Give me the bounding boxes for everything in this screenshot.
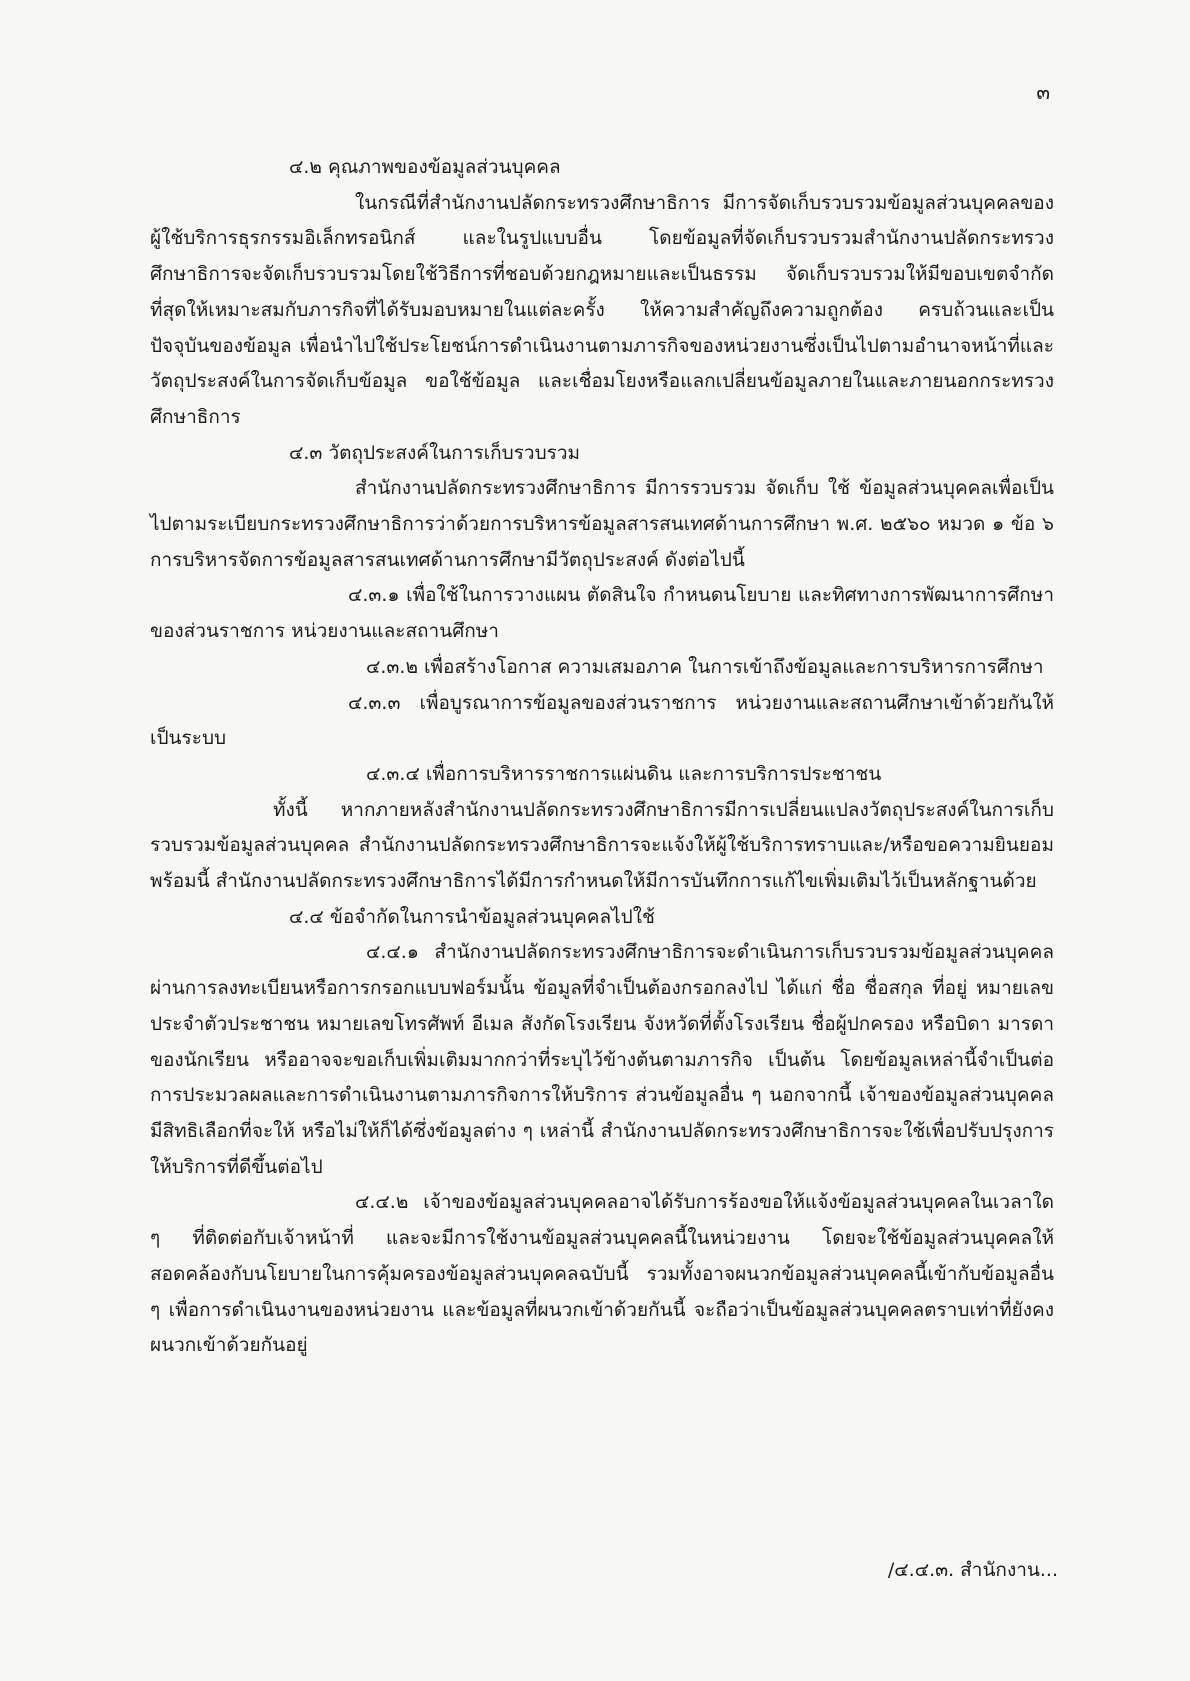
paragraph-4-3-note: ทั้งนี้ หากภายหลังสำนักงานปลัดกระทรวงศึกษาธิการมีการเปลี่ยนแปลงวัตถุประสงค์ในการเก็บรวบรวมข้อมูลส่วนบุคคล สำนักงานปลัดกระทรวงศึกษาธิการจะแจ้งให้ผู้ใช้บริการทราบและ/หรือขอความยินยอม พร้อมนี้ สำนักงานปลัดกระทรวงศึกษาธิการได้มีการกำหนดให้มีการบันทึกการแก้ไขเพิ่มเติมไว้เป็นหลักฐานด้วย — [150, 798, 1054, 893]
list-item-4-3-4: ๔.๓.๔ เพื่อการบริหารราชการแผ่นดิน และการบริการประชาชน — [366, 762, 882, 785]
section-heading-4-3: ๔.๓ วัตถุประสงค์ในการเก็บรวบรวม — [289, 441, 581, 464]
paragraph-4-2: ในกรณีที่สำนักงานปลัดกระทรวงศึกษาธิการ มีการจัดเก็บรวบรวมข้อมูลส่วนบุคคลของผู้ใช้บริการธุรกรรมอิเล็กทรอนิกส์ และในรูปแบบอื่น โดยข้อมูลที่จัดเก็บรวบรวมสำนักงานปลัดกระทรวงศึกษาธิการจะจัดเก็บรวบรวมโดยใช้วิธีการที่ชอบด้วยกฎหมายและเป็นธรรม จัดเก็บรวบรวมให้มีขอบเขตจำกัดที่สุดให้เหมาะสมกับภารกิจที่ได้รับมอบหมายในแต่ละครั้ง ให้ความสำคัญถึงความถูกต้อง ครบถ้วนและเป็นปัจจุบันของข้อมูล เพื่อนำไปใช้ประโยชน์การดำเนินงานตามภารกิจของหน่วยงานซึ่งเป็นไปตามอำนาจหน้าที่และวัตถุประสงค์ในการจัดเก็บข้อมูล ขอใช้ข้อมูล และเชื่อมโยงหรือแลกเปลี่ยนข้อมูลภายในและภายนอกกระทรวงศึกษาธิการ — [150, 191, 1054, 428]
section-heading-4-4: ๔.๔ ข้อจำกัดในการนำข้อมูลส่วนบุคคลไปใช้ — [289, 905, 655, 928]
page-number: ๓ — [1036, 80, 1050, 104]
list-item-4-3-1: ๔.๓.๑ เพื่อใช้ในการวางแผน ตัดสินใจ กำหนดนโยบาย และทิศทางการพัฒนาการศึกษาของส่วนราชการ หน่วยงานและสถานศึกษา — [150, 584, 1054, 643]
paragraph-4-3-intro: สำนักงานปลัดกระทรวงศึกษาธิการ มีการรวบรวม จัดเก็บ ใช้ ข้อมูลส่วนบุคคลเพื่อเป็นไปตามระเบียบกระทรวงศึกษาธิการว่าด้วยการบริหารข้อมูลสารสนเทศด้านการศึกษา พ.ศ. ๒๕๖๐ หมวด ๑ ข้อ ๖ การบริหารจัดการข้อมูลสารสนเทศด้านการศึกษามีวัตถุประสงค์ ดังต่อไปนี้ — [150, 477, 1054, 571]
list-item-4-3-2: ๔.๓.๒ เพื่อสร้างโอกาส ความเสมอภาค ในการเข้าถึงข้อมูลและการบริหารการศึกษา — [366, 655, 1044, 678]
list-item-4-3-3: ๔.๓.๓ เพื่อบูรณาการข้อมูลของส่วนราชการ หน่วยงานและสถานศึกษาเข้าด้วยกันให้เป็นระบบ — [150, 691, 1054, 750]
list-item-4-4-2: ๔.๔.๒ เจ้าของข้อมูลส่วนบุคคลอาจได้รับการร้องขอให้แจ้งข้อมูลส่วนบุคคลในเวลาใด ๆ ที่ติดต่อกับเจ้าหน้าที่ และจะมีการใช้งานข้อมูลส่วนบุคคลนี้ในหน่วยงาน โดยจะใช้ข้อมูลส่วนบุคคลให้สอดคล้องกับนโยบายในการคุ้มครองข้อมูลส่วนบุคคลฉบับนี้ รวมทั้งอาจผนวกข้อมูลส่วนบุคคลนี้เข้ากับข้อมูลอื่น ๆ เพื่อการดำเนินงานของหน่วยงาน และข้อมูลที่ผนวกเข้าด้วยกันนี้ จะถือว่าเป็นข้อมูลส่วนบุคคลตราบเท่าที่ยังคงผนวกเข้าด้วยกันอยู่ — [150, 1191, 1054, 1357]
section-heading-4-2: ๔.๒ คุณภาพของข้อมูลส่วนบุคคล — [289, 156, 561, 178]
continuation-footer: /๔.๔.๓. สำนักงาน... — [887, 1559, 1058, 1581]
list-item-4-4-1: ๔.๔.๑ สำนักงานปลัดกระทรวงศึกษาธิการจะดำเนินการเก็บรวบรวมข้อมูลส่วนบุคคลผ่านการลงทะเบียนหรือการกรอกแบบฟอร์มนั้น ข้อมูลที่จำเป็นต้องกรอกลงไป ได้แก่ ชื่อ ชื่อสกุล ที่อยู่ หมายเลขประจำตัวประชาชน หมายเลขโทรศัพท์ อีเมล สังกัดโรงเรียน จังหวัดที่ตั้งโรงเรียน ชื่อผู้ปกครอง หรือบิดา มารดาของนักเรียน หรืออาจจะขอเก็บเพิ่มเติมมากกว่าที่ระบุไว้ข้างต้นตามภารกิจ เป็นต้น โดยข้อมูลเหล่านี้จำเป็นต่อการประมวลผลและการดำเนินงานตามภารกิจการให้บริการ ส่วนข้อมูลอื่น ๆ นอกจากนี้ เจ้าของข้อมูลส่วนบุคคลมีสิทธิเลือกที่จะให้ หรือไม่ให้ก็ได้ซึ่งข้อมูลต่าง ๆ เหล่านี้ สำนักงานปลัดกระทรวงศึกษาธิการจะใช้เพื่อปรับปรุงการให้บริการที่ดีขึ้นต่อไป — [150, 941, 1054, 1178]
document-body — [150, 150, 1054, 1364]
